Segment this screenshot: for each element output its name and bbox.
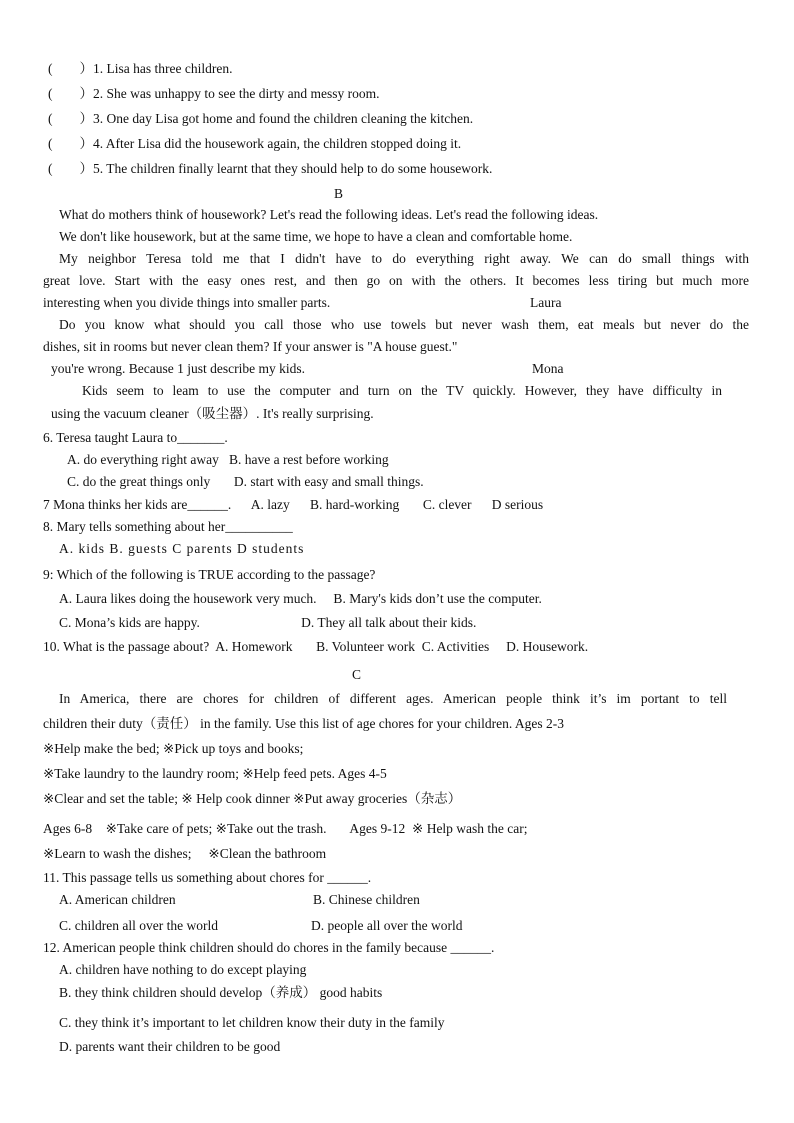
question-6-options-cd: C. do the great things only D. start with easy and small things.: [67, 474, 424, 489]
tf-item-3: ( ）3. One day Lisa got home and found the children cleaning the kitchen.: [48, 111, 474, 126]
section-b-heading: B: [334, 186, 344, 201]
chores-list-line-1: ※Help make the bed; ※Pick up toys and books;: [43, 741, 304, 756]
b-paragraph-5-line-2: using the vacuum cleaner（吸尘器）. It's really surprising.: [51, 406, 374, 421]
b-paragraph-5-line-1: Kids seem to leam to use the computer and turn on the TV quickly. However, they have difficulty in: [82, 383, 722, 398]
b-paragraph-4-line-2: dishes, sit in rooms but never clean them? If your answer is "A house guest.": [43, 339, 458, 354]
tf-item-1: ( ）1. Lisa has three children.: [48, 61, 233, 76]
tf-item-4: ( ）4. After Lisa did the housework again, the children stopped doing it.: [48, 136, 462, 151]
question-6: 6. Teresa taught Laura to_______.: [43, 430, 228, 445]
chores-list-line-5: ※Learn to wash the dishes; ※Clean the bathroom: [43, 846, 327, 861]
b-paragraph-3-line-3: interesting when you divide things into smaller parts.: [43, 295, 331, 310]
question-11-option-d: D. people all over the world: [311, 918, 463, 933]
question-10: 10. What is the passage about? A. Homework B. Volunteer work C. Activities D. Housework.: [43, 639, 589, 654]
question-11: 11. This passage tells us something about chores for ______.: [43, 870, 372, 885]
c-paragraph-line-1: In America, there are chores for children of different ages. American people think it’s im portant to tell: [59, 691, 727, 706]
question-12-option-a: A. children have nothing to do except playing: [59, 962, 307, 977]
question-12-option-b: B. they think children should develop（养成） good habits: [59, 985, 383, 1000]
question-11-option-c: C. children all over the world: [59, 918, 218, 933]
question-11-option-b: B. Chinese children: [313, 892, 420, 907]
tf-item-2: ( ）2. She was unhappy to see the dirty and messy room.: [48, 86, 380, 101]
b-paragraph-3-line-1: My neighbor Teresa told me that I didn't have to do everything right away. We can do small things with: [59, 251, 749, 266]
question-11-option-a: A. American children: [59, 892, 176, 907]
question-7: 7 Mona thinks her kids are______. A. lazy B. hard-working C. clever D serious: [43, 497, 544, 512]
c-paragraph-line-2: children their duty（责任） in the family. Use this list of age chores for your children. Ages 2-3: [43, 716, 565, 731]
question-6-options-ab: A. do everything right away B. have a rest before working: [67, 452, 389, 467]
question-8: 8. Mary tells something about her__________: [43, 519, 293, 534]
b-paragraph-4-line-3: you're wrong. Because 1 just describe my kids.: [51, 361, 306, 376]
question-9-options-ab: A. Laura likes doing the housework very much. B. Mary's kids don’t use the computer.: [59, 591, 542, 606]
tf-item-5: ( ）5. The children finally learnt that they should help to do some housework.: [48, 161, 493, 176]
question-9-options-cd: C. Mona’s kids are happy. D. They all talk about their kids.: [59, 615, 477, 630]
question-12-option-c: C. they think it’s important to let children know their duty in the family: [59, 1015, 445, 1030]
chores-list-line-3: ※Clear and set the table; ※ Help cook dinner ※Put away groceries（杂志）: [43, 791, 462, 806]
chores-list-line-4: Ages 6-8 ※Take care of pets; ※Take out the trash. Ages 9-12 ※ Help wash the car;: [43, 821, 528, 836]
author-laura: Laura: [530, 295, 562, 310]
section-c-heading: C: [352, 667, 362, 682]
question-8-options: A. kids B. guests C parents D students: [59, 541, 305, 556]
question-12: 12. American people think children should do chores in the family because ______.: [43, 940, 495, 955]
b-paragraph-2: We don't like housework, but at the same time, we hope to have a clean and comfortable home.: [59, 229, 573, 244]
question-12-option-d: D. parents want their children to be good: [59, 1039, 281, 1054]
b-paragraph-1: What do mothers think of housework? Let's read the following ideas. Let's read the following ideas.: [59, 207, 599, 222]
author-mona: Mona: [532, 361, 564, 376]
b-paragraph-3-line-2: great love. Start with the easy ones rest, and then go on with the others. It becomes less tiring but much more: [43, 273, 749, 288]
chores-list-line-2: ※Take laundry to the laundry room; ※Help feed pets. Ages 4-5: [43, 766, 387, 781]
question-9: 9: Which of the following is TRUE according to the passage?: [43, 567, 376, 582]
b-paragraph-4-line-1: Do you know what should you call those who use towels but never wash them, eat meals but never do the: [59, 317, 749, 332]
